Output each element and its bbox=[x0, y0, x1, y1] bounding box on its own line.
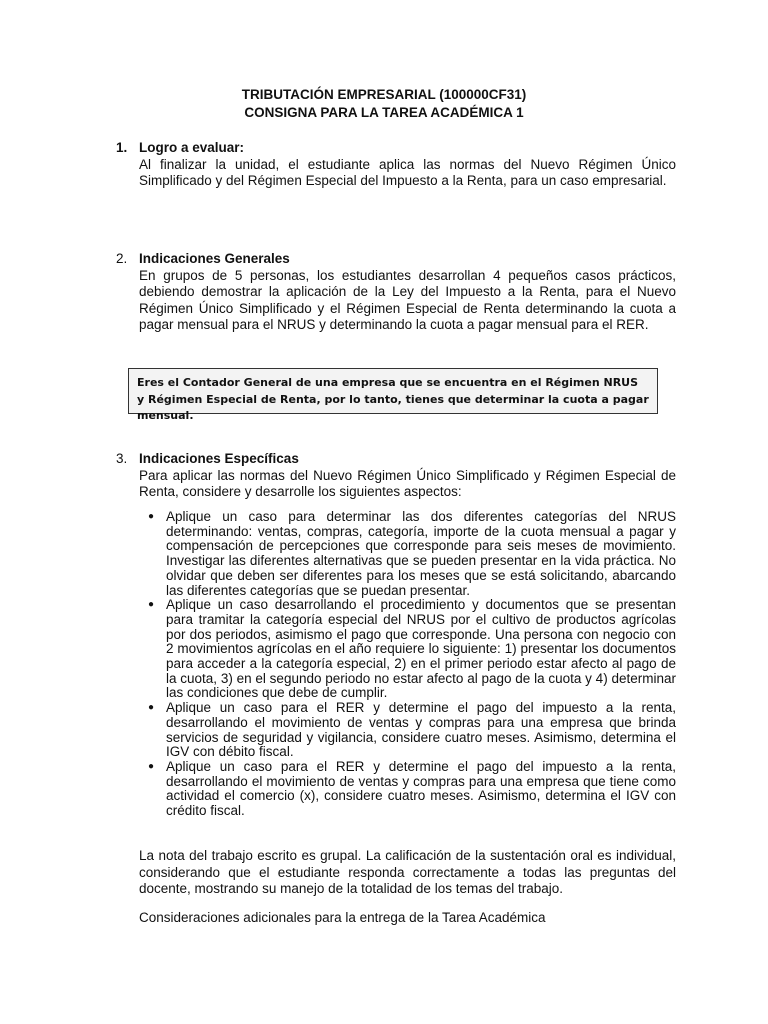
section-indicaciones-generales bbox=[116, 251, 676, 334]
section-indicaciones-especificas bbox=[116, 451, 676, 501]
additional-considerations: Consideraciones adicionales para la entrega de la Tarea Académica bbox=[139, 910, 546, 925]
callout-text: Eres el Contador General de una empresa que se encuentra en el Régimen NRUS y Régimen Especial de Renta, por lo tanto, tienes que determinar la cuota a pagar mensual. bbox=[137, 376, 649, 422]
list-item-text: Aplique un caso para el RER y determine el pago del impuesto a la renta, desarrollando el movimiento de ventas y compras para una empresa que brinda servicios de seguridad y vigilancia, considere cuatro meses. Asimismo, determina el IGV con débito fiscal. bbox=[166, 700, 676, 760]
section-text: Al finalizar la unidad, el estudiante aplica las normas del Nuevo Régimen Único Simplificado y del Régimen Especial del Impuesto a la Renta, para un caso empresarial. bbox=[139, 156, 676, 189]
grading-paragraph: La nota del trabajo escrito es grupal. La calificación de la sustentación oral es individual, considerando que el estudiante responda correctamente a todas las preguntas del docente, mostrando su manejo de la totalidad de los temas del trabajo. bbox=[139, 848, 676, 897]
bullet-icon: ● bbox=[148, 599, 155, 611]
list-item bbox=[146, 598, 676, 701]
section-logro bbox=[116, 140, 676, 190]
document-title: TRIBUTACIÓN EMPRESARIAL (100000CF31) bbox=[241, 87, 527, 102]
list-item bbox=[146, 701, 676, 760]
section-number: 2. bbox=[116, 251, 128, 266]
section-heading: Indicaciones Específicas bbox=[139, 451, 299, 466]
list-item-text: Aplique un caso para determinar las dos diferentes categorías del NRUS determinando: ventas, compras, categoría, importe de la cuota mensual a pagar y compensación de percepciones que corresponde para seis meses de movimiento. Investigar las diferentes alternativas que se pueden presentar en la vida práctica. No olvidar que deben ser diferentes para los meses que se está solicitando, abarcando las diferentes categorías que se puedan presentar. bbox=[166, 509, 676, 598]
document-subtitle: CONSIGNA PARA LA TAREA ACADÉMICA 1 bbox=[244, 105, 524, 120]
list-item bbox=[146, 760, 676, 819]
bullet-list bbox=[146, 510, 676, 819]
list-item bbox=[146, 510, 676, 598]
list-item-text: Aplique un caso para el RER y determine el pago del impuesto a la renta, desarrollando el movimiento de ventas y compras para una empresa que tiene como actividad el comercio (x), considere cuatro meses. Asimismo, determina el IGV con crédito fiscal. bbox=[166, 758, 676, 819]
section-text: En grupos de 5 personas, los estudiantes desarrollan 4 pequeños casos prácticos, debiendo demostrar la aplicación de la Ley del Impuesto a la Renta, para el Nuevo Régimen Único Simplificado y el Régimen Especial de Renta determinando la cuota a pagar mensual para el NRUS y determinando la cuota a pagar mensual para el RER. bbox=[139, 267, 676, 333]
section-number: 3. bbox=[116, 451, 128, 466]
section-text: Para aplicar las normas del Nuevo Régimen Único Simplificado y Régimen Especial de Renta, considere y desarrolle los siguientes aspectos: bbox=[139, 467, 676, 500]
bullet-icon: ● bbox=[148, 511, 155, 522]
callout-box bbox=[128, 368, 658, 422]
bullet-icon: ● bbox=[148, 760, 155, 772]
section-number: 1. bbox=[116, 140, 128, 155]
list-item-text: Aplique un caso desarrollando el procedimiento y documentos que se presentan para tramitar la categoría especial del NRUS por el cultivo de productos agrícolas por dos periodos, asimismo el pago que corresponde. Una persona con negocio con 2 movimientos agrícolas en el año requiere lo siguiente: 1) presentar los documentos para acceder a la categoría especial, 2) en el primer periodo estar afecto al pago de la cuota, 3) en el segundo periodo no estar afecto al pago de la cuota y 4) determinar las condiciones que debe de cumplir. bbox=[166, 597, 676, 701]
bullet-icon: ● bbox=[148, 702, 155, 714]
section-heading: Indicaciones Generales bbox=[139, 251, 290, 266]
section-heading: Logro a evaluar: bbox=[139, 140, 245, 155]
